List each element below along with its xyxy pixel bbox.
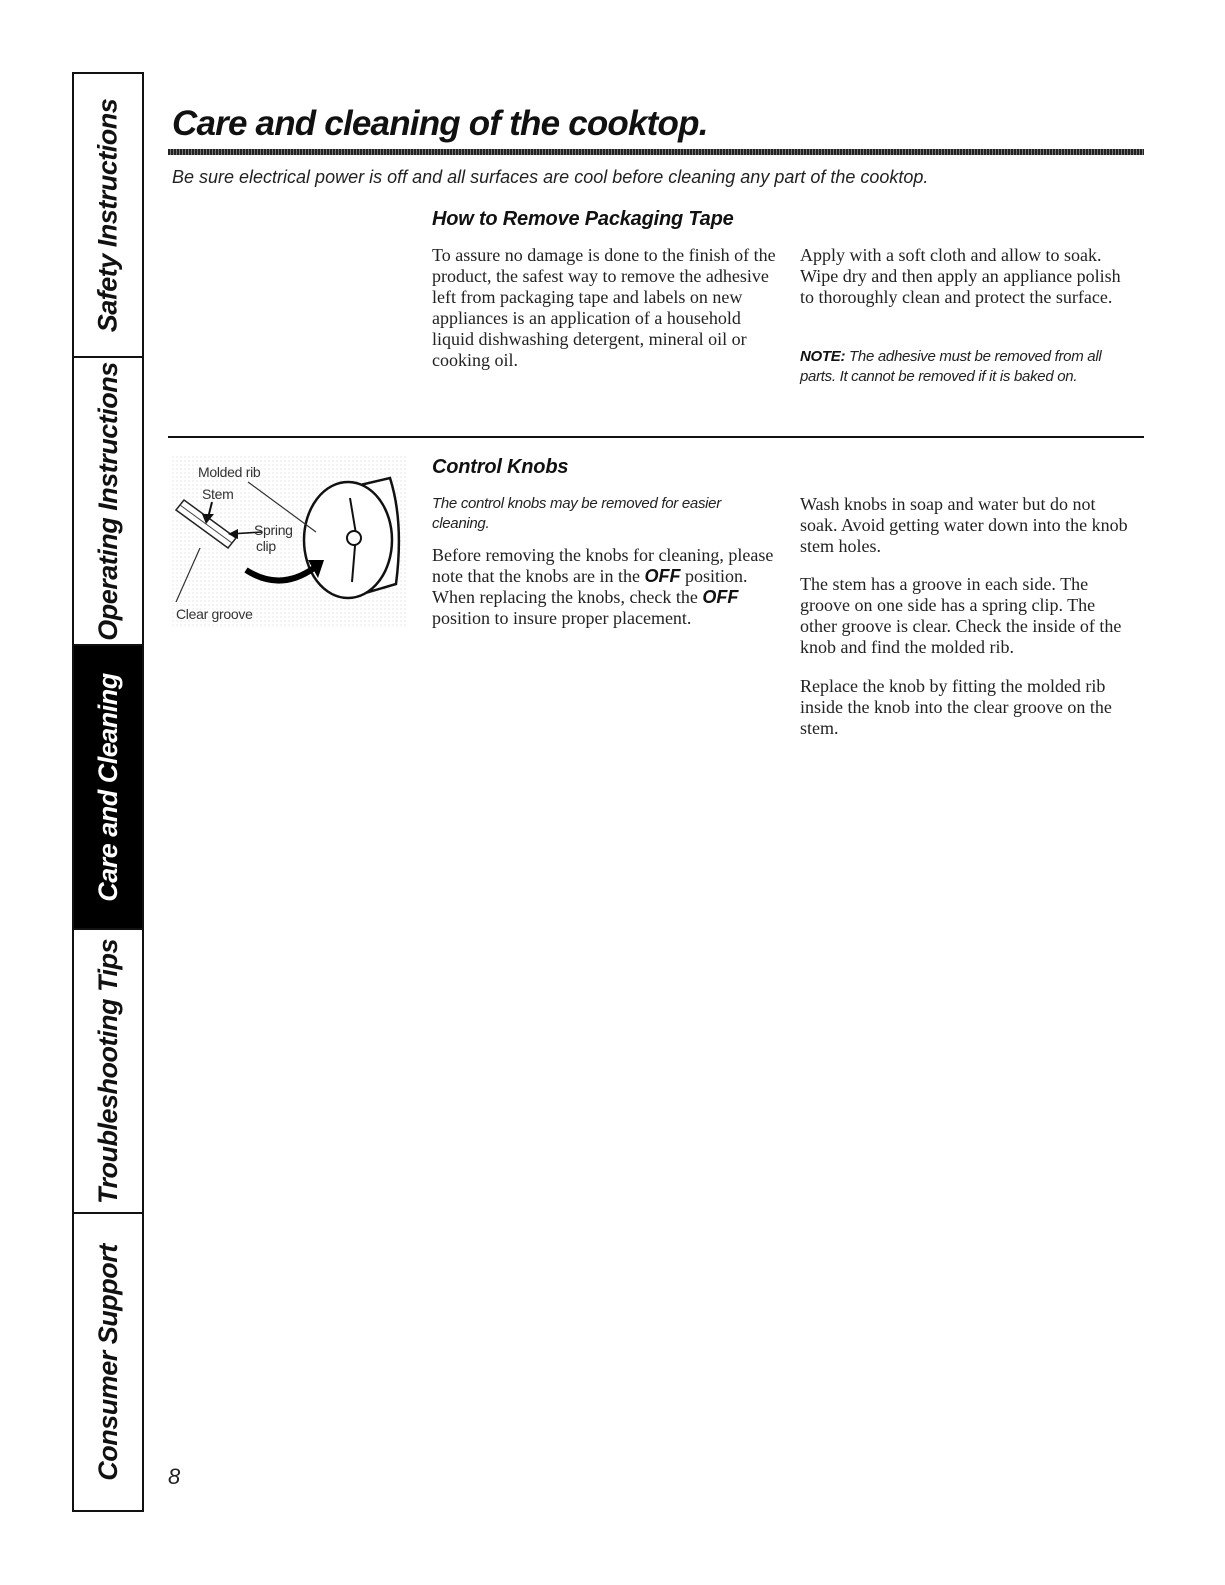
p1-text-after: position to insure proper placement. xyxy=(432,608,692,628)
control-knobs-col2-p3: Replace the knob by fitting the molded rib inside the knob into the clear groove on the stem. xyxy=(800,676,1112,738)
p1-text-middle: position. When replacing the knobs, check the xyxy=(432,566,748,607)
tab-care-and-cleaning[interactable] xyxy=(74,646,142,930)
section-heading-control-knobs: Control Knobs xyxy=(432,456,569,478)
knob-illustration xyxy=(168,452,408,632)
page-subtitle: Be sure electrical power is off and all surfaces are cool before cleaning any part of the cooktop. xyxy=(172,167,929,187)
label-spring: Spring xyxy=(254,522,293,538)
off-label: OFF xyxy=(644,566,681,586)
tab-safety-instructions[interactable] xyxy=(74,74,142,358)
packaging-tape-col1: To assure no damage is done to the finish of the product, the safest way to remove the adhesive left from packaging tape and labels on new appliances is an application of a household liquid dishwashing detergent, mineral oil or cooking oil. xyxy=(432,245,776,370)
section-divider xyxy=(168,436,1144,438)
p1-text-before: Before removing the knobs for cleaning, please note that the knobs are in the xyxy=(432,545,774,586)
section-heading-packaging-tape: How to Remove Packaging Tape xyxy=(432,208,734,230)
off-label: OFF xyxy=(702,587,739,607)
note-label: NOTE: xyxy=(800,348,846,365)
control-knobs-p1 xyxy=(432,545,784,629)
tab-label: Consumer Support xyxy=(92,1243,123,1481)
label-clip: clip xyxy=(256,538,276,554)
packaging-tape-col2: Apply with a soft cloth and allow to soak. Wipe dry and then apply an appliance polish to thoroughly clean and protect the surface. xyxy=(800,245,1121,307)
control-knobs-intro: The control knobs may be removed for easier cleaning. xyxy=(432,495,721,532)
label-clear-groove: Clear groove xyxy=(176,606,253,622)
knob-hole xyxy=(347,531,361,545)
title-rule xyxy=(168,149,1144,155)
tab-operating-instructions[interactable] xyxy=(74,358,142,646)
packaging-tape-note xyxy=(800,347,1140,387)
tab-label: Safety Instructions xyxy=(92,98,123,332)
section-tab-bar xyxy=(72,72,144,1512)
control-knobs-col2-p1: Wash knobs in soap and water but do not soak. Avoid getting water down into the knob stem holes. xyxy=(800,494,1128,556)
label-molded-rib: Molded rib xyxy=(198,464,261,480)
note-text: The adhesive must be removed from all parts. It cannot be removed if it is baked on. xyxy=(800,348,1102,385)
label-stem: Stem xyxy=(202,486,234,502)
tab-label: Care and Cleaning xyxy=(92,672,123,902)
tab-consumer-support[interactable] xyxy=(74,1214,142,1510)
tab-label: Operating Instructions xyxy=(92,361,123,641)
tab-label: Troubleshooting Tips xyxy=(92,938,123,1204)
control-knobs-col2-p2: The stem has a groove in each side. The groove on one side has a spring clip. The other groove is clear. Check the inside of the knob and find the molded rib. xyxy=(800,574,1122,657)
tab-troubleshooting-tips[interactable] xyxy=(74,930,142,1214)
page-number: 8 xyxy=(168,1464,181,1489)
page-title: Care and cleaning of the cooktop. xyxy=(172,104,708,143)
